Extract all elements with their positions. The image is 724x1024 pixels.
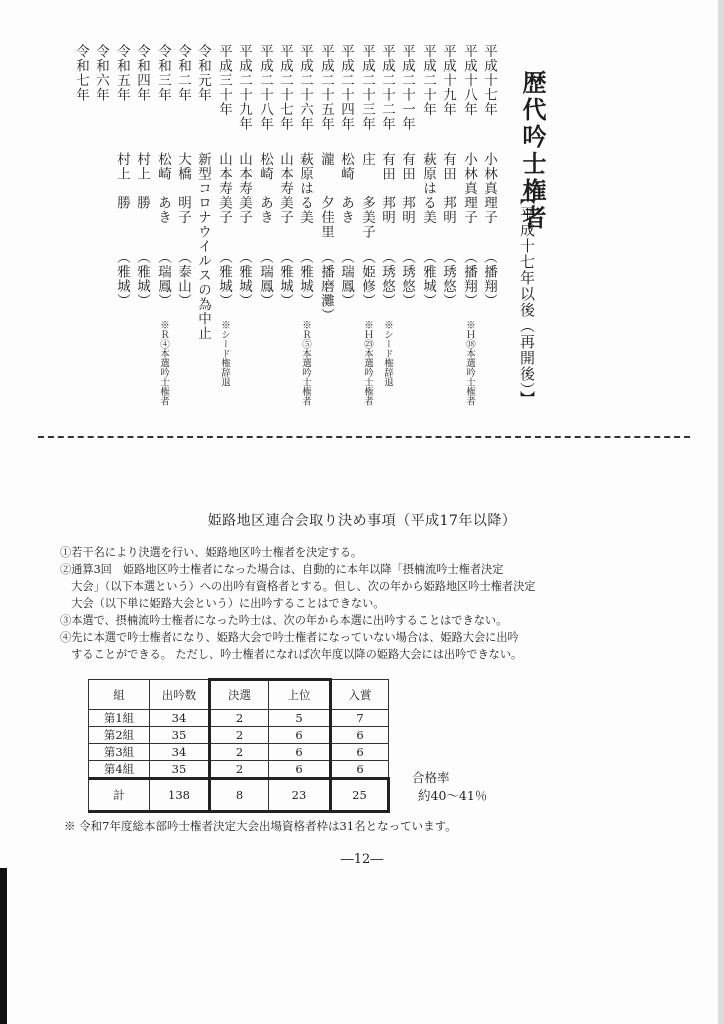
table-cell: 第3組 [89,744,150,761]
champion-school: （雅城） [297,250,313,308]
champion-era: 平成二十年 [420,44,436,117]
champion-name: 小林真理子 [481,152,497,225]
champion-column [111,44,133,308]
table-cell: 8 [210,779,269,812]
champion-name: 村上 勝 [134,152,150,210]
champion-name: 松崎 あき [257,152,273,225]
champion-note: ※Ｈ㉓本選吟士権者 [362,320,373,406]
table-cell: 第1組 [89,710,150,727]
champion-name: 松崎 あき [155,152,171,225]
header-cell: 決選 [210,680,269,710]
champion-note: ※Ｒ⑤本選吟士権者 [300,320,311,406]
champion-era: 平成二十七年 [277,44,293,131]
rule-line: ①若干名により決選を行い、姫路地区吟士権者を決定する。 [60,546,363,559]
champion-name: 庄 多美子 [359,152,375,239]
table-cell: 第2組 [89,727,150,744]
table-cell: 34 [150,710,210,727]
champion-note: ※シード権辞退 [382,320,393,387]
table-total-row [89,779,389,812]
champion-column [192,44,214,341]
table-cell: 23 [269,779,331,812]
champion-column [131,44,153,308]
champion-name: 小林真理子 [461,152,477,225]
champion-era: 平成十九年 [440,44,456,117]
champion-era: 平成二十八年 [257,44,273,131]
table-cell: 25 [331,779,389,812]
header-cell: 上位 [269,680,331,710]
champion-school: （雅城） [277,250,293,308]
champion-name: 山本寿美子 [277,152,293,225]
table-header-row [89,680,389,710]
rule-line: ④先に本選で吟士権者になり、姫路大会で吟士権者になっていない場合は、姫路大会に出吟 [60,631,519,644]
champion-column [458,44,480,406]
champion-era: 平成十七年 [481,44,497,117]
binding-edge [0,868,7,1024]
champion-era: 令和元年 [195,44,211,102]
champion-name: 村上 勝 [114,152,130,210]
champion-era: 平成二十一年 [399,44,415,131]
champion-name: 松崎 あき [338,152,354,225]
champion-name: 萩原はる美 [420,152,436,225]
champion-column [172,44,194,308]
champion-column [213,44,235,387]
champion-school: （雅城） [236,250,252,308]
champion-name: 大橋 明子 [175,152,191,225]
champion-era: 平成二十六年 [297,44,313,131]
header-cell: 組 [89,680,150,710]
table-cell: 6 [269,727,331,744]
rule-line: することができる。 ただし、吟士権者になれば次年度以降の姫路大会には出吟できない。 [60,648,523,661]
table-cell: 7 [331,710,389,727]
champion-name: 新型コロナウイルスの為中止 [195,152,211,341]
champion-era: 平成二十三年 [359,44,375,131]
champion-era: 令和四年 [134,44,150,102]
champion-school: （瑞鳳） [338,250,354,308]
table-cell: 計 [89,779,150,812]
champion-name: 萩原はる美 [297,152,313,225]
table-cell: 138 [150,779,210,812]
champion-column [90,44,112,102]
table-row [89,727,389,744]
page-number: ―12― [340,852,384,867]
table-cell: 5 [269,710,331,727]
champion-column [274,44,296,308]
champion-name: 有田 邦明 [440,152,456,225]
champion-era: 令和三年 [155,44,171,102]
champion-era: 令和二年 [175,44,191,102]
champion-school: （雅城） [114,250,130,308]
table-cell: 35 [150,761,210,779]
champion-note: ※シード権辞退 [219,320,230,387]
pass-rate-value: 約40～41％ [418,788,488,803]
champion-name: 山本寿美子 [236,152,252,225]
champion-note: ※Ｈ⑱本選吟士権者 [464,320,475,406]
table-cell: 6 [269,744,331,761]
table-cell: 6 [331,744,389,761]
table-cell: 2 [210,744,269,761]
champion-name: 有田 邦明 [399,152,415,225]
champion-era: 平成二十四年 [338,44,354,131]
champion-column [70,44,92,102]
champion-era: 令和六年 [93,44,109,102]
champion-name: 瀧 夕佳里 [318,152,334,239]
table-row [89,744,389,761]
champion-school: （播翔） [461,250,477,308]
champion-school: （雅城） [420,250,436,308]
champion-column [294,44,316,406]
page-title: 歴代吟士権者 [518,70,547,232]
page-subtitle: 【平成十七年以後（再開後）】 [518,190,536,407]
champion-school: （雅城） [216,250,232,308]
header-cell: 出吟数 [150,680,210,710]
rule-line: 大会（以下単に姫路大会という）に出吟することはできない。 [60,597,385,610]
champion-name: 山本寿美子 [216,152,232,225]
table-cell: 2 [210,761,269,779]
table-cell: 35 [150,727,210,744]
footnote: ※ 令和7年度総本部吟士権者決定大会出場資格者枠は31名となっています。 [64,819,457,833]
header-cell: 入賞 [331,680,389,710]
champion-era: 平成三十年 [216,44,232,117]
section-title: 姫路地区連合会取り決め事項（平成17年以降） [207,513,517,529]
champion-school: （泰山） [175,250,191,308]
champion-column [254,44,276,308]
results-table [88,678,390,813]
table-row [89,710,389,727]
champion-school: （琇悠） [440,250,456,308]
dash-dot-divider [38,436,690,438]
champion-column [417,44,439,308]
champion-column [233,44,255,308]
champion-era: 令和七年 [73,44,89,102]
champion-column [335,44,357,308]
table-cell: 2 [210,710,269,727]
champion-school: （瑞鳳） [257,250,273,308]
table-cell: 6 [331,727,389,744]
champion-school: （姫修） [359,250,375,308]
champion-era: 平成十八年 [461,44,477,117]
pass-rate-label: 合格率 [412,770,450,785]
champion-era: 平成二十五年 [318,44,334,131]
champion-school: （播磨灘） [318,250,334,323]
champion-school: （瑞鳳） [155,250,171,308]
table-cell: 6 [331,761,389,779]
champion-school: （雅城） [134,250,150,308]
champion-name: 有田 邦明 [379,152,395,225]
table-cell: 34 [150,744,210,761]
champion-era: 平成二十九年 [236,44,252,131]
table-row [89,761,389,779]
rules-list [60,544,690,663]
champion-column [396,44,418,308]
champion-school: （播翔） [481,250,497,308]
table-cell: 第4組 [89,761,150,779]
champion-column [315,44,337,323]
champion-column [478,44,500,308]
champion-column [356,44,378,406]
champion-column [376,44,398,387]
champion-column [437,44,459,308]
champion-column [152,44,174,406]
champion-era: 平成二十二年 [379,44,395,131]
champion-school: （琇悠） [379,250,395,308]
table-cell: 6 [269,761,331,779]
rule-line: 大会」（以下本選という）への出吟有資格者とする。但し、次の年から姫路地区吟士権者決定 [60,580,536,593]
champion-era: 令和五年 [114,44,130,102]
champion-school: （琇悠） [399,250,415,308]
rule-line: ③本選で、摂楠流吟士権者になった吟士は、次の年から本選に出吟することはできない。 [60,614,508,627]
table-cell: 2 [210,727,269,744]
champion-note: ※Ｒ④本選吟士権者 [158,320,169,406]
rule-line: ②通算3回 姫路地区吟士権者になった場合は、自動的に本年以降「摂楠流吟士権者決定 [60,563,504,576]
